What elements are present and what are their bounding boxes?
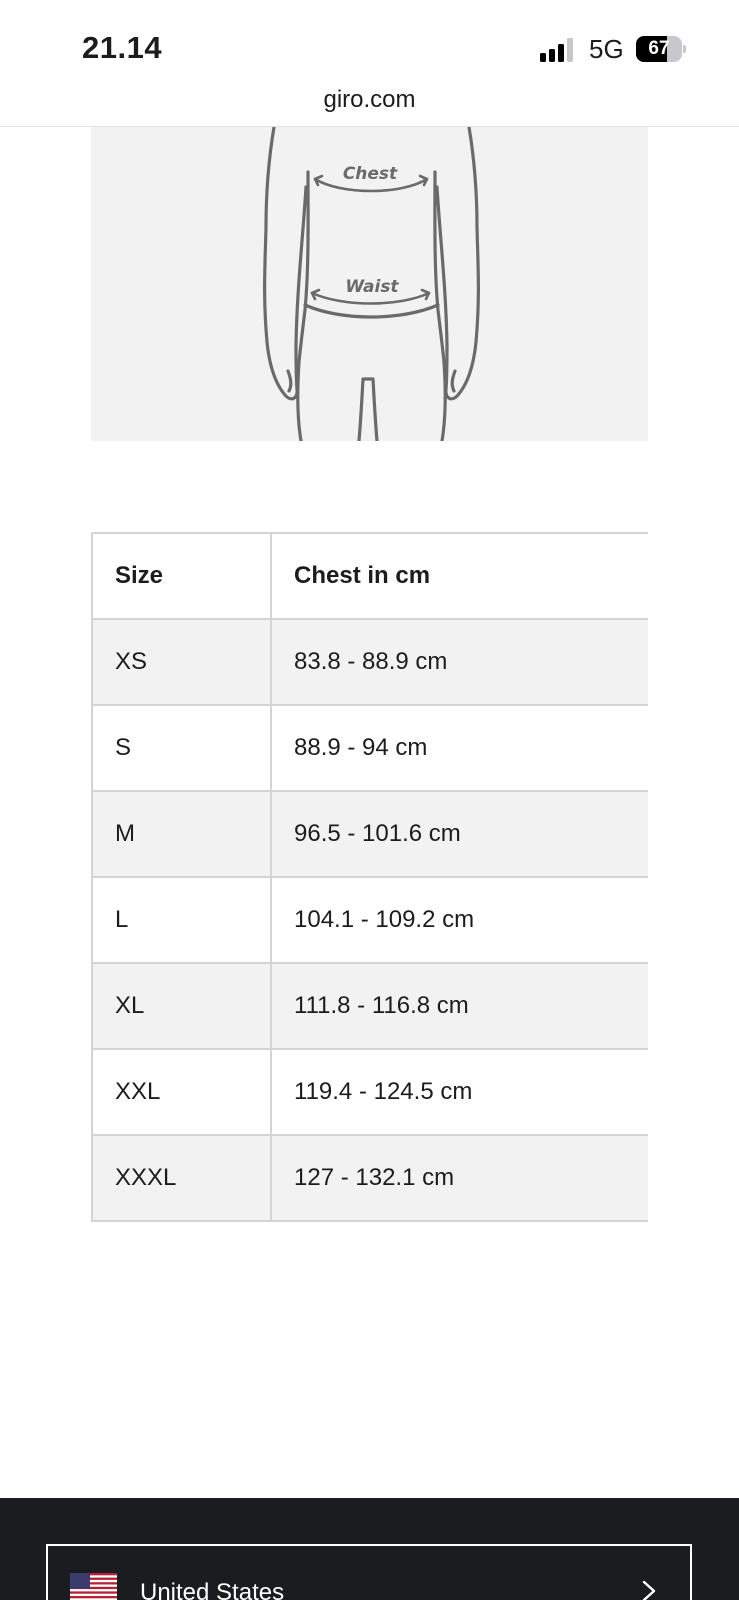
body-outline-illustration [91,127,648,441]
size-chart-table [91,532,648,1222]
country-label: United States [140,1579,285,1600]
chest-cell: 111.8 - 116.8 cm [271,963,648,1049]
chest-cell: 88.9 - 94 cm [271,705,648,791]
battery-icon [636,36,686,62]
chest-cell: 127 - 132.1 cm [271,1135,648,1221]
table-row [92,1049,648,1135]
network-type: 5G [589,34,624,64]
size-cell: XXL [92,1049,271,1135]
measurement-figure [91,127,648,441]
size-cell: S [92,705,271,791]
status-time: 21.14 [82,30,163,65]
url-text: giro.com [323,86,416,113]
battery-level: 67 [648,38,670,59]
table-row [92,619,648,705]
cellular-signal-icon [540,38,578,62]
waist-label: Waist [345,277,399,297]
table-row [92,1135,648,1221]
chest-cell: 83.8 - 88.9 cm [271,619,648,705]
chest-label: Chest [342,164,398,184]
size-cell: XS [92,619,271,705]
size-cell: L [92,877,271,963]
status-bar [0,0,739,86]
us-flag-icon [70,1573,117,1600]
chevron-right-icon [638,1580,660,1600]
size-cell: XXXL [92,1135,271,1221]
country-selector-button[interactable] [46,1544,692,1600]
chest-cell: 104.1 - 109.2 cm [271,877,648,963]
header-size: Size [92,533,271,619]
header-chest: Chest in cm [271,533,648,619]
size-cell: M [92,791,271,877]
size-cell: XL [92,963,271,1049]
url-bar[interactable] [0,86,739,127]
table-row [92,963,648,1049]
chest-cell: 119.4 - 124.5 cm [271,1049,648,1135]
table-row [92,791,648,877]
table-header-row [92,533,648,619]
chest-cell: 96.5 - 101.6 cm [271,791,648,877]
footer [0,1498,739,1600]
table-row [92,877,648,963]
table-row [92,705,648,791]
